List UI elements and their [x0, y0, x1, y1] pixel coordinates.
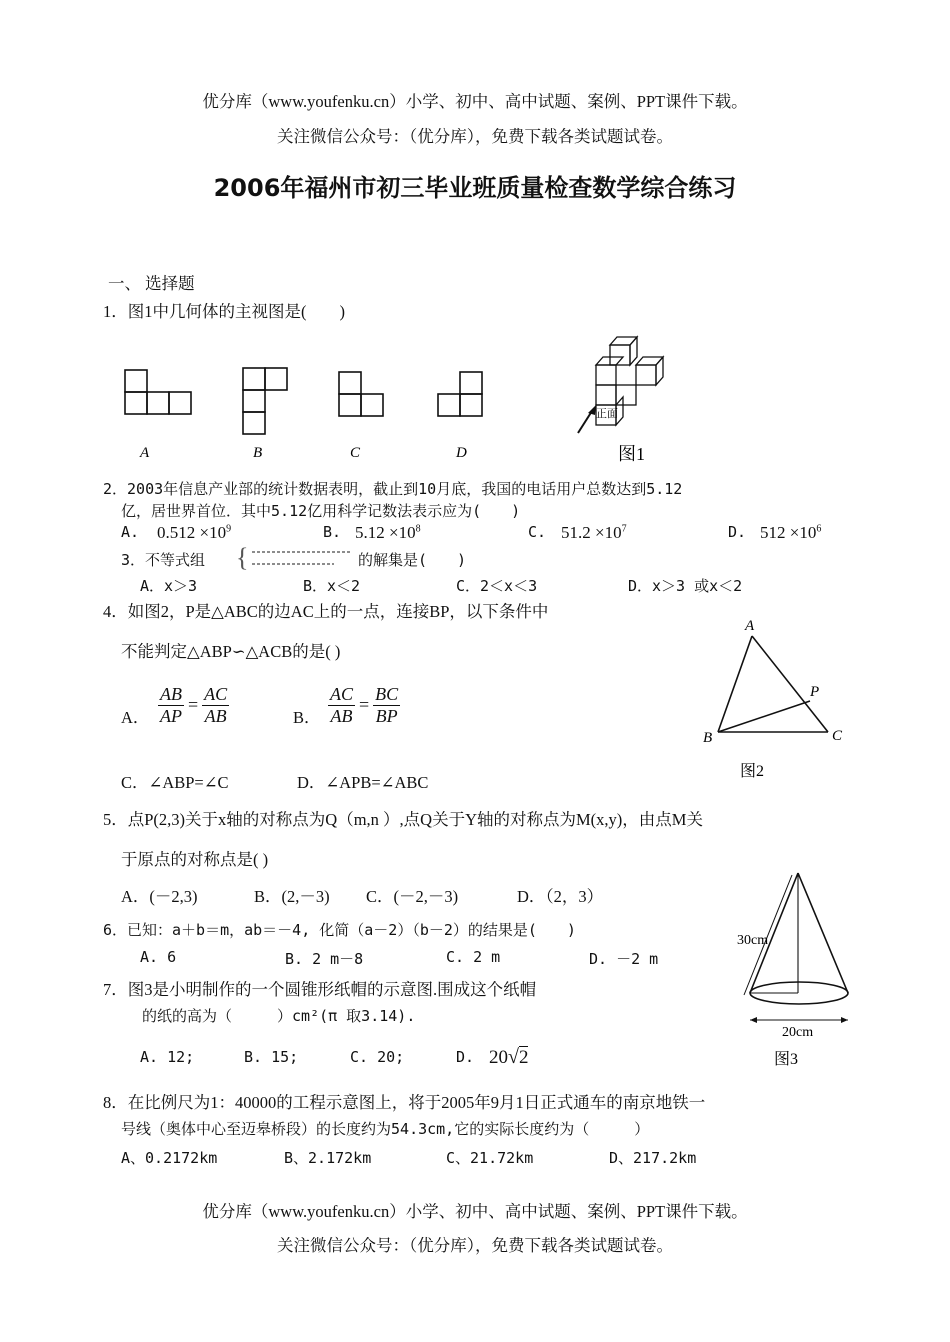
- q4-triangle-figure: [700, 610, 850, 785]
- q3-option-b: B．x＜2: [303, 577, 361, 595]
- q3-prefix: 3．不等式组: [121, 551, 206, 569]
- q8-option-c: C、21.72km: [446, 1149, 534, 1167]
- q4-line1: 4．如图2，P是△ABC的边AC上的一点，连接BP，以下条件中: [103, 602, 549, 621]
- q1-option-b-view: [243, 368, 287, 434]
- q2-option-c-value: $51.2 \times 10^7$: [561, 523, 627, 542]
- q6-option-c: C. 2 m: [446, 948, 501, 966]
- q6-option-a: A. 6: [140, 948, 177, 966]
- q3-option-d: D．x＞3 或x＜2: [628, 577, 743, 595]
- q3-inequality-system: [234, 544, 358, 572]
- q4-option-d: D．∠APB=∠ABC: [297, 773, 429, 792]
- footer-line-2: 关注微信公众号：（优分库），免费下载各类试题试卷。: [277, 1236, 673, 1255]
- q2-line1: 2．2003年信息产业部的统计数据表明，截止到10月底，我国的电话用户总数达到5.12: [103, 480, 683, 498]
- q2-option-a-label: A.: [121, 523, 140, 541]
- q8-option-b: B、2.172km: [284, 1149, 372, 1167]
- q8-line1: 8．在比例尺为1：40000的工程示意图上，将于2005年9月1日正式通车的南京地铁一: [103, 1093, 706, 1112]
- q5-option-d: D．（2，3）: [517, 887, 604, 906]
- q6-text: 6．已知：a＋b＝m，ab＝－4, 化简（a－2）（b－2）的结果是( ): [103, 921, 576, 939]
- section-heading: 一、 选择题: [108, 274, 195, 293]
- q4-point-c: C: [832, 728, 843, 744]
- header-line-2: 关注微信公众号：（优分库），免费下载各类试题试卷。: [277, 127, 673, 146]
- q3-suffix: 的解集是( ): [358, 551, 467, 569]
- q7-option-d-value: 20√2: [489, 1046, 529, 1068]
- q7-base-label: 20cm: [782, 1025, 814, 1040]
- q5-option-b: B．(2,－3): [254, 887, 330, 906]
- q5-line2: 于原点的对称点是( ): [121, 850, 269, 869]
- q8-line2: 号线（奥体中心至迈皋桥段）的长度约为54.3cm,它的实际长度约为（ ）: [121, 1120, 650, 1138]
- front-arrow-head-icon: [588, 405, 596, 415]
- q4-point-b: B: [703, 730, 713, 746]
- q8-option-d: D、217.2km: [609, 1149, 697, 1167]
- q5-option-a: A．(－2,3): [121, 887, 198, 906]
- q1-label-b: B: [253, 445, 263, 461]
- q5-option-c: C．(－2,－3): [366, 887, 459, 906]
- svg-text:{: {: [236, 544, 249, 572]
- q4-option-b-label: B．: [293, 708, 321, 727]
- q7-slant-label: 30cm: [737, 933, 769, 948]
- q1-label-a: A: [140, 445, 150, 461]
- q4-option-b-formula: $\frac{AC}{AB}$ = $\frac{BC}{BP}$: [330, 684, 399, 726]
- q4-option-c: C．∠ABP=∠C: [121, 773, 229, 792]
- q2-option-b-label: B.: [323, 523, 342, 541]
- q7-option-c: C. 20;: [350, 1048, 405, 1066]
- footer-line-1: 优分库（www.youfenku.cn）小学、初中、高中试题、案例、PPT课件下载。: [202, 1202, 748, 1221]
- q3-option-a: A．x＞3: [140, 577, 198, 595]
- q7-option-d-label: D.: [456, 1048, 475, 1066]
- q2-option-b-value: $5.12 \times 10^8$: [355, 523, 421, 542]
- q4-option-a-formula: $\frac{AB}{AP}$ = $\frac{AC}{AB}$: [160, 684, 228, 726]
- q1-figures: [110, 325, 670, 470]
- q2-line2: 亿，居世界首位．其中5.12亿用科学记数法表示应为( ): [121, 502, 521, 520]
- q7-figure-label: 图3: [774, 1051, 799, 1068]
- q1-option-d-view: [438, 372, 482, 416]
- q4-option-a-label: A．: [121, 708, 150, 727]
- q1-figure-label: 图1: [618, 444, 645, 464]
- q2-option-d-label: D.: [728, 523, 747, 541]
- q1-option-c-view: [339, 372, 383, 416]
- q1-option-a-view: [125, 370, 191, 414]
- q1-front-label: 正面: [596, 408, 618, 420]
- q1-label-d: D: [456, 445, 467, 461]
- q4-figure-label: 图2: [740, 763, 765, 780]
- page-title: 2006年福州市初三毕业班质量检查数学综合练习: [213, 174, 737, 202]
- q6-option-d: D. －2 m: [589, 950, 659, 968]
- q4-point-p: P: [810, 684, 820, 700]
- front-arrow-icon: [578, 411, 592, 433]
- q7-line2: 的纸的高为（ ）cm²(π 取3.14).: [142, 1007, 416, 1025]
- q7-cone-figure: [730, 865, 860, 1075]
- q2-option-c-label: C.: [528, 523, 547, 541]
- q7-option-b: B. 15;: [244, 1048, 299, 1066]
- q2-option-a-value: $0.512 \times 10^9$: [157, 523, 232, 542]
- q4-point-a: A: [745, 618, 755, 634]
- q3-option-c: C．2＜x＜3: [456, 577, 538, 595]
- q1-label-c: C: [350, 445, 361, 461]
- q6-option-b: B. 2 m－8: [285, 950, 364, 968]
- q7-option-a: A. 12;: [140, 1048, 195, 1066]
- q4-line2: 不能判定△ABP∽△ACB的是( ): [121, 642, 341, 661]
- q5-line1: 5．点P(2,3)关于x轴的对称点为Q（m,n ）,点Q关于Y轴的对称点为M(x,y)，由点M关: [103, 810, 703, 829]
- header-line-1: 优分库（www.youfenku.cn）小学、初中、高中试题、案例、PPT课件下载。: [202, 92, 748, 111]
- q7-line1: 7．图3是小明制作的一个圆锥形纸帽的示意图.围成这个纸帽: [103, 980, 537, 999]
- q2-option-d-value: $512 \times 10^6$: [760, 523, 822, 542]
- q1-text: 1．图1中几何体的主视图是( ): [103, 302, 345, 321]
- q8-option-a: A、0.2172km: [121, 1149, 218, 1167]
